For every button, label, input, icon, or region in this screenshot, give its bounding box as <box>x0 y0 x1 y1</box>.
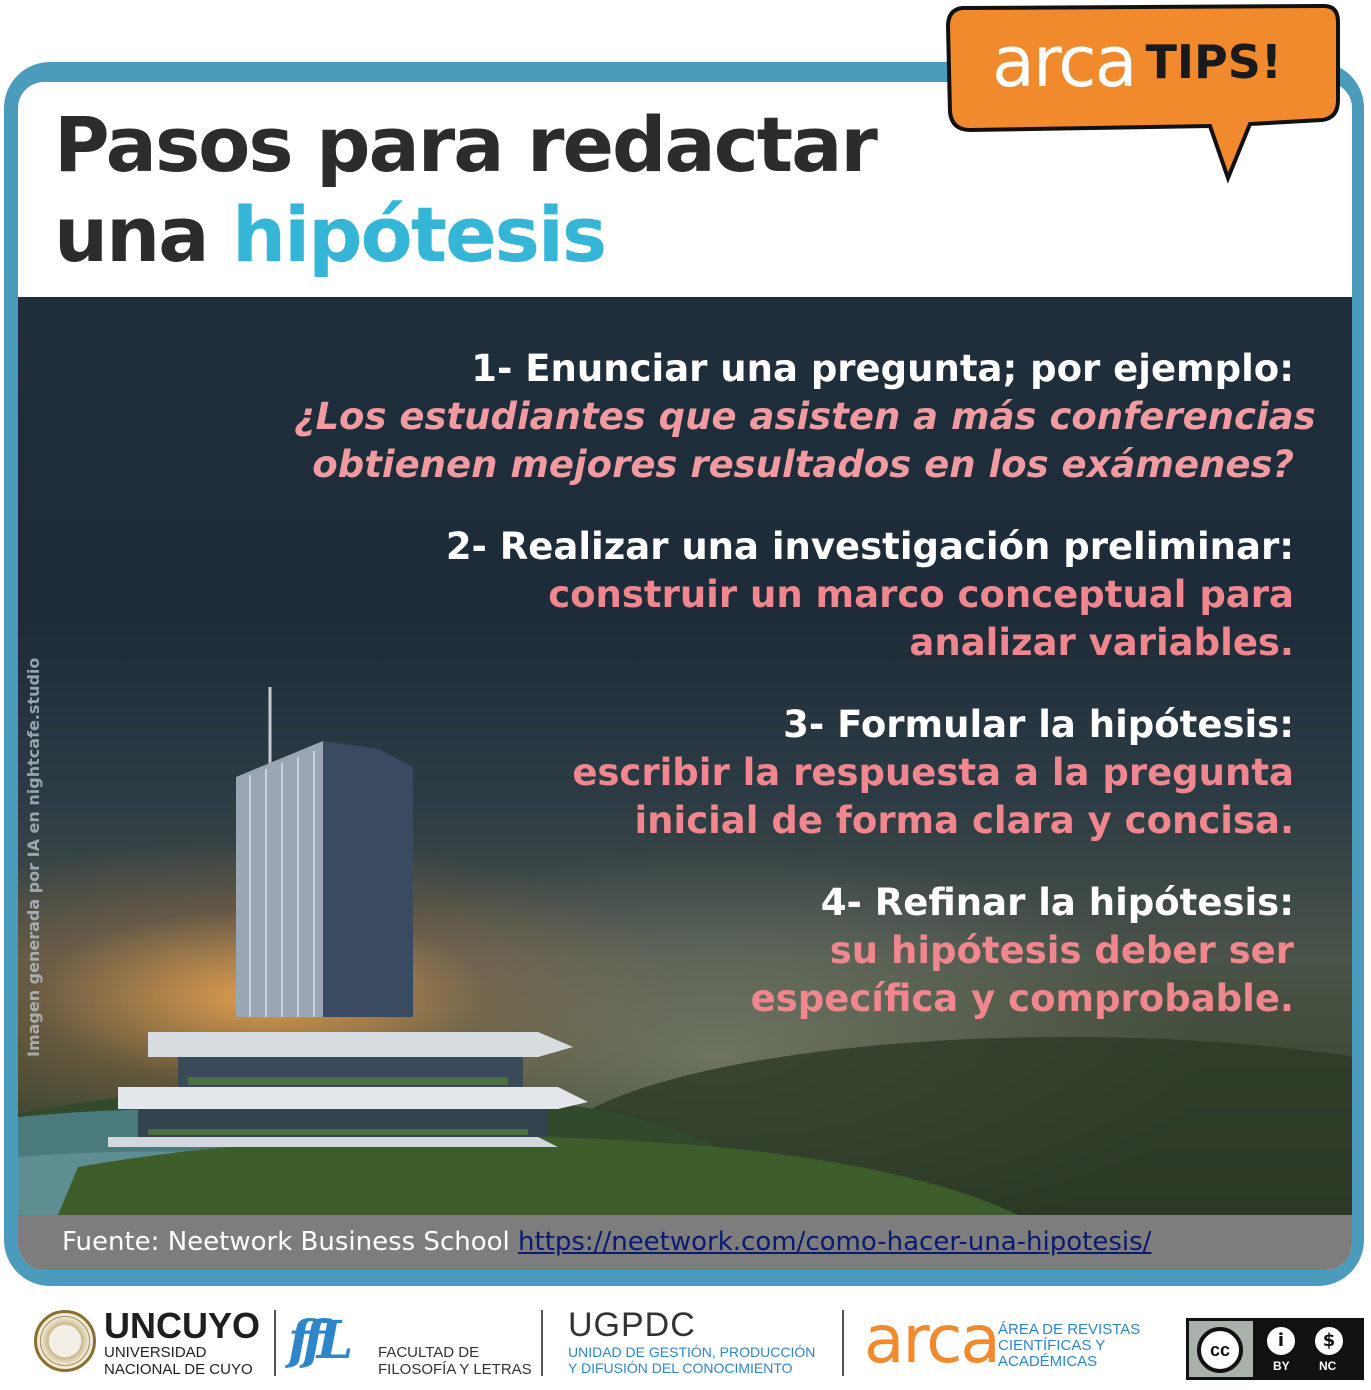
divider <box>541 1310 543 1376</box>
cc-nc-label: NC <box>1319 1359 1337 1373</box>
source-label: Fuente: Neetwork Business School <box>62 1227 519 1257</box>
title-line-2: una <box>54 190 232 279</box>
step-3 <box>294 701 1294 845</box>
arca-sub-line: ACADÉMICAS <box>998 1353 1098 1370</box>
image-credit: Imagen generada por IA en nightcafe.studio <box>24 657 43 1057</box>
tips-badge <box>992 22 1282 102</box>
footer-logos <box>0 1296 1371 1390</box>
arca-logo: arca <box>864 1301 999 1378</box>
step-body-line: su hipótesis deber ser <box>829 929 1294 972</box>
step-4 <box>294 879 1294 1023</box>
ffl-logo: ffL <box>288 1310 346 1371</box>
arca-sub-line: ÁREA DE REVISTAS <box>998 1321 1141 1338</box>
ugpdc-sub-line: Y DIFUSIÓN DEL CONOCIMIENTO <box>568 1360 793 1376</box>
ffl-subtitle <box>378 1344 532 1378</box>
step-body-line: analizar variables. <box>909 621 1294 664</box>
steps-list <box>294 345 1316 1057</box>
uncuyo-sub-line: NACIONAL DE CUYO <box>104 1361 253 1378</box>
title-line-1: Pasos para redactar <box>54 100 876 189</box>
noncommercial-icon: $ <box>1315 1327 1343 1355</box>
cc-by-label: BY <box>1273 1359 1290 1373</box>
uncuyo-sub-line: UNIVERSIDAD <box>104 1344 207 1361</box>
uncuyo-seal-icon <box>34 1310 96 1372</box>
title-accent: hipótesis <box>231 190 606 279</box>
content-card <box>18 82 1352 1270</box>
step-heading: 1- Enunciar una pregunta; por ejemplo: <box>471 347 1294 390</box>
step-2 <box>294 523 1294 667</box>
image-panel <box>18 297 1352 1215</box>
page-title <box>54 100 876 280</box>
badge-tips: TIPS! <box>1145 35 1282 89</box>
arca-subtitle <box>998 1322 1140 1370</box>
ugpdc-sub-line: UNIDAD DE GESTIÓN, PRODUCCIÓN <box>568 1344 816 1360</box>
step-body-line: ¿Los estudiantes que asisten a más conferencias <box>294 395 1316 438</box>
step-body-line: escribir la respuesta a la pregunta <box>572 751 1294 794</box>
source-text <box>62 1227 1151 1257</box>
ugpdc-subtitle <box>568 1344 815 1376</box>
ugpdc-logo: UGPDC <box>568 1306 696 1344</box>
divider <box>842 1310 844 1376</box>
step-body-line: construir un marco conceptual para <box>548 573 1294 616</box>
divider <box>274 1310 276 1376</box>
ffl-sub-line: FACULTAD DE <box>378 1344 480 1361</box>
step-heading: 3- Formular la hipótesis: <box>783 703 1294 746</box>
step-body-line: específica y comprobable. <box>750 977 1294 1020</box>
creative-commons-badge <box>1186 1318 1364 1380</box>
step-heading: 2- Realizar una investigación preliminar: <box>445 525 1294 568</box>
ffl-sub-line: FILOSOFÍA Y LETRAS <box>378 1361 532 1378</box>
attribution-icon: i <box>1267 1327 1295 1355</box>
cc-license-panel <box>1253 1321 1361 1377</box>
uncuyo-subtitle <box>104 1344 253 1378</box>
step-body-line: inicial de forma clara y concisa. <box>634 799 1294 842</box>
cc-icon: cc <box>1197 1327 1243 1373</box>
arca-sub-line: CIENTÍFICAS Y <box>998 1337 1106 1354</box>
step-body-line: obtienen mejores resultados en los exámenes? <box>312 443 1294 486</box>
badge-arca: arca <box>992 21 1136 103</box>
source-link[interactable]: https://neetwork.com/como-hacer-una-hipotesis/ <box>518 1227 1152 1257</box>
uncuyo-logo: UNCUYO <box>104 1305 261 1346</box>
step-heading: 4- Refinar la hipótesis: <box>820 881 1294 924</box>
step-1 <box>294 345 1316 489</box>
source-bar <box>18 1215 1352 1270</box>
